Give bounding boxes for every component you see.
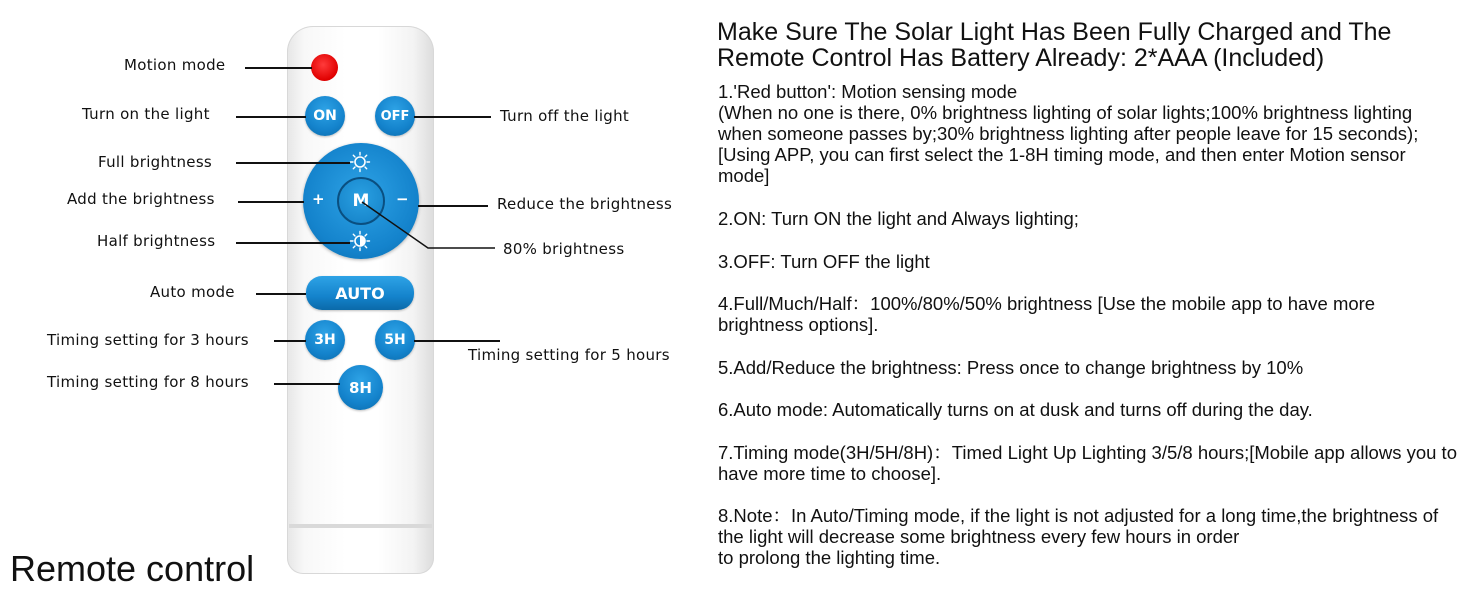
sun-icon xyxy=(348,150,372,174)
3h-button[interactable]: 3H xyxy=(305,320,345,360)
reduce-brightness-button[interactable]: − xyxy=(396,190,409,208)
label-auto-mode: Auto mode xyxy=(150,283,235,301)
label-timing-3: Timing setting for 3 hours xyxy=(47,331,249,349)
label-timing-8: Timing setting for 8 hours xyxy=(47,373,249,391)
instruction-item: 5.Add/Reduce the brightness: Press once to change brightness by 10% xyxy=(718,357,1304,378)
instruction-item: 8.Note：In Auto/Timing mode, if the light is not adjusted for a long time,the brightness of the light will decrease some brightness every few hours in order to prolong the lighting time. xyxy=(718,505,1439,568)
remote-seam xyxy=(289,524,432,528)
label-timing-5: Timing setting for 5 hours xyxy=(468,346,670,364)
instruction-item: 7.Timing mode(3H/5H/8H)：Timed Light Up Lighting 3/5/8 hours;[Mobile app allows you to have more time to choose]. xyxy=(718,442,1457,484)
m-button[interactable]: M xyxy=(337,177,385,225)
8h-button[interactable]: 8H xyxy=(338,365,383,410)
label-80-brightness: 80% brightness xyxy=(503,240,625,258)
label-turn-on: Turn on the light xyxy=(82,105,210,123)
line-motion-mode xyxy=(245,67,312,69)
label-half-brightness: Half brightness xyxy=(97,232,216,250)
add-brightness-button[interactable]: + xyxy=(312,190,325,208)
label-reduce-brightness: Reduce the brightness xyxy=(497,195,673,213)
line-half-brightness xyxy=(236,242,350,244)
line-auto-mode xyxy=(256,293,306,295)
line-80-brightness xyxy=(360,200,500,252)
label-full-brightness: Full brightness xyxy=(98,153,213,171)
auto-button[interactable]: AUTO xyxy=(306,276,414,310)
on-button[interactable]: ON xyxy=(305,96,345,136)
line-timing-5 xyxy=(414,340,500,342)
instruction-item: 6.Auto mode: Automatically turns on at dusk and turns off during the day. xyxy=(718,399,1313,420)
instructions-heading: Make Sure The Solar Light Has Been Fully Charged and The Remote Control Has Battery Already: 2*AAA (Included) xyxy=(717,18,1392,72)
instruction-item: 4.Full/Much/Half：100%/80%/50% brightness [Use the mobile app to have more brightness options]. xyxy=(718,293,1376,335)
off-button[interactable]: OFF xyxy=(375,96,415,136)
5h-button[interactable]: 5H xyxy=(375,320,415,360)
line-add-brightness xyxy=(238,201,304,203)
instruction-item: 2.ON: Turn ON the light and Always lighting; xyxy=(718,208,1079,229)
label-add-brightness: Add the brightness xyxy=(67,190,215,208)
remote-caption: Remote control xyxy=(10,548,255,589)
line-turn-on xyxy=(236,116,306,118)
full-brightness-button[interactable] xyxy=(348,150,372,174)
line-turn-off xyxy=(414,116,491,118)
line-full-brightness xyxy=(236,162,350,164)
label-turn-off: Turn off the light xyxy=(500,107,630,125)
motion-mode-button[interactable] xyxy=(311,54,338,81)
label-motion-mode: Motion mode xyxy=(124,56,226,74)
line-timing-3 xyxy=(274,340,306,342)
line-timing-8 xyxy=(274,383,340,385)
instruction-item: 3.OFF: Turn OFF the light xyxy=(718,251,930,272)
instruction-item: 1.'Red button': Motion sensing mode (When no one is there, 0% brightness lighting of solar lights;100% brightness lighting when someone passes by;30% brightness lighting after people leave for 15 seconds);[Using APP, you can first select the 1-8H timing mode, and then enter Motion sensor mode] xyxy=(718,81,1419,186)
